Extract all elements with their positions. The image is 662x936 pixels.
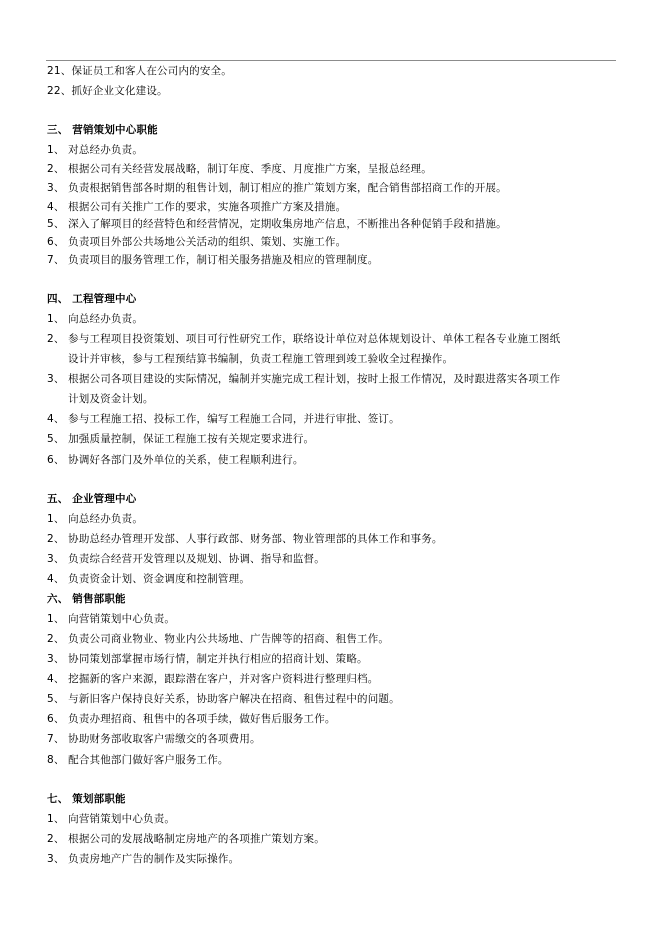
list-item: 3、 根据公司各项目建设的实际情况，编制并实施完成工程计划，按时上报工作情况，及时跟进落实各项工作 (47, 373, 561, 385)
list-item: 21、保证员工和客人在公司内的安全。 (47, 65, 232, 77)
list-item: 1、 向营销策划中心负责。 (47, 813, 176, 825)
list-item-continuation: 设计并审核，参与工程预结算书编制，负责工程施工管理到竣工验收全过程操作。 (68, 353, 454, 365)
list-item: 4、 参与工程施工招、投标工作，编写工程施工合同，并进行审批、签订。 (47, 413, 400, 425)
list-item: 2、 负责公司商业物业、物业内公共场地、广告牌等的招商、租售工作。 (47, 633, 390, 645)
list-item: 2、 参与工程项目投资策划、项目可行性研究工作，联络设计单位对总体规划设计、单体工程各专业施工图纸 (47, 333, 561, 345)
list-item: 1、 向总经办负责。 (47, 313, 144, 325)
list-item: 7、 负责项目的服务管理工作，制订相关服务措施及相应的管理制度。 (47, 254, 379, 266)
section-heading-enterprise: 五、 企业管理中心 (47, 493, 137, 505)
list-item: 4、 挖掘新的客户来源，跟踪潜在客户，并对客户资料进行整理归档。 (47, 673, 379, 685)
list-item: 1、 向总经办负责。 (47, 513, 144, 525)
list-item: 4、 负责资金计划、资金调度和控制管理。 (47, 573, 251, 585)
list-item: 5、 与新旧客户保持良好关系，协助客户解决在招商、租售过程中的问题。 (47, 693, 400, 705)
list-item: 2、 根据公司有关经营发展战略，制订年度、季度、月度推广方案，呈报总经理。 (47, 163, 432, 175)
list-item: 4、 根据公司有关推广工作的要求，实施各项推广方案及措施。 (47, 201, 347, 213)
list-item: 6、 负责项目外部公共场地公关活动的组织、策划、实施工作。 (47, 236, 347, 248)
header-rule (46, 60, 616, 61)
list-item: 3、 协同策划部掌握市场行情，制定并执行相应的招商计划、策略。 (47, 653, 368, 665)
list-item: 2、 协助总经办管理开发部、人事行政部、财务部、物业管理部的具体工作和事务。 (47, 533, 443, 545)
list-item: 5、 深入了解项目的经营特色和经营情况，定期收集房地产信息，不断推出各种促销手段和措施。 (47, 218, 507, 230)
list-item: 6、 协调好各部门及外单位的关系，使工程顺利进行。 (47, 454, 304, 466)
list-item: 6、 负责办理招商、租售中的各项手续，做好售后服务工作。 (47, 713, 336, 725)
list-item: 2、 根据公司的发展战略制定房地产的各项推广策划方案。 (47, 833, 325, 845)
list-item: 3、 负责房地产广告的制作及实际操作。 (47, 853, 240, 865)
list-item: 22、抓好企业文化建设。 (47, 85, 168, 97)
list-item: 1、 对总经办负责。 (47, 144, 144, 156)
list-item: 8、 配合其他部门做好客户服务工作。 (47, 754, 229, 766)
section-heading-planning: 七、 策划部职能 (47, 793, 126, 805)
section-heading-sales: 六、 销售部职能 (47, 593, 126, 605)
section-heading-engineering: 四、 工程管理中心 (47, 293, 137, 305)
list-item-continuation: 计划及资金计划。 (68, 393, 154, 405)
list-item: 3、 负责根据销售部各时期的租售计划，制订相应的推广策划方案，配合销售部招商工作的开展。 (47, 182, 507, 194)
section-heading-marketing: 三、 营销策划中心职能 (47, 124, 158, 136)
list-item: 7、 协助财务部收取客户需缴交的各项费用。 (47, 733, 261, 745)
list-item: 3、 负责综合经营开发管理以及规划、协调、指导和监督。 (47, 553, 325, 565)
list-item: 5、 加强质量控制，保证工程施工按有关规定要求进行。 (47, 433, 315, 445)
list-item: 1、 向营销策划中心负责。 (47, 613, 176, 625)
